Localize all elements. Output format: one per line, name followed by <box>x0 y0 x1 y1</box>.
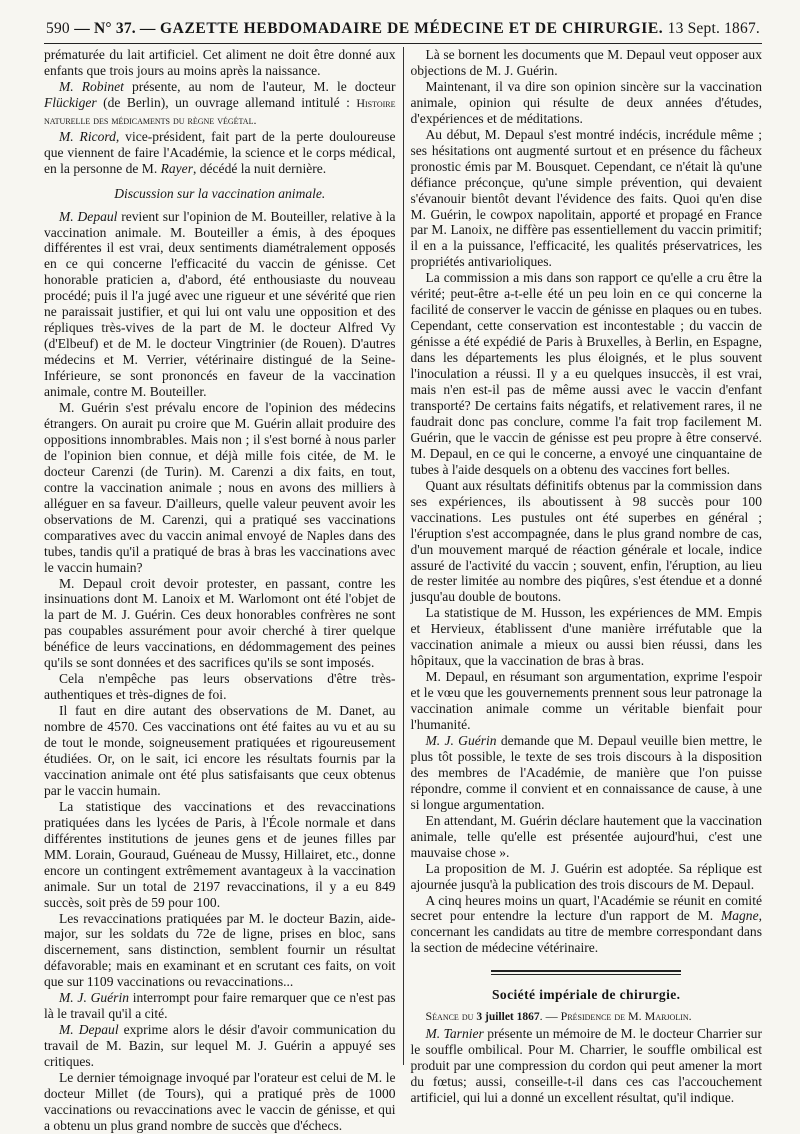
paragraph: La statistique de M. Husson, les expériences de MM. Empis et Hervieux, établissent d'une manière irréfutable que la vaccination animale a mieux ou aussi bien réussi, dans les hôpitaux, que la vaccination de bras à bras. <box>410 605 762 669</box>
paragraph: M. Depaul croit devoir protester, en passant, contre les insinuations dont M. Lanoix et M. Warlomont ont été l'objet de la part de M. J. Guérin. Ces deux honorables confrères ne sont pas coupables assurément pour avoir cherché à tirer quelque bénéfice de leurs vaccinations, en dédommagement des peines qu'ils se sont données et des sacrifices qu'ils se sont imposés. <box>44 575 396 671</box>
paragraph: M. J. Guérin demande que M. Depaul veuille bien mettre, le plus tôt possible, le texte de ses trois discours à la disposition des membres de l'Académie, de manière que l'on puisse répondre, comme il convient et en connaissance de cause, à une si longue argumentation. <box>410 732 762 812</box>
paragraph: Il faut en dire autant des observations de M. Danet, au nombre de 4570. Ces vaccinations ont été faites au vu et au su de tout le monde, soigneusement pratiquées et rigoureusement étudiées. Or, on le sait, ici encore les résultats fournis par la vaccination animale ont été plus satisfaisants que ceux obtenus par le vaccin humain. <box>44 703 396 798</box>
paragraph: Quant aux résultats définitifs obtenus par la commission dans ses expériences, ils aboutissent à 98 succès pour 100 vaccinations. Les pustules ont été superbes en général ; l'éruption s'est accompagnée, dans le plus grand nombre de cas, d'un mouvement marqué de réaction générale et locale, indice assuré de l'activité du vaccin ; souvent, enfin, l'éruption, au lieu de rester limitée au nombre des piqûres, s'est étendue et a donné jusqu'au double de boutons. <box>410 477 762 605</box>
paragraph: Le dernier témoignage invoqué par l'orateur est celui de M. le docteur Millet (de Tours), qui a pratiqué près de 1000 vaccinations ou revaccinations avec le vaccin de génisse, et qui a obtenu un plus grand nombre de succès que d'échecs. <box>44 1070 396 1133</box>
paragraph: M. Depaul, en résumant son argumentation, exprime l'espoir et le vœu que les gouvernements prennent sous leur patronage la vaccination animale comme un véritable bienfait pour l'humanité. <box>410 669 762 733</box>
paragraph: En attendant, M. Guérin déclare hautement que la vaccination animale, telle qu'elle est présentée aujourd'hui, c'est une mauvaise chose ». <box>410 812 762 860</box>
right-column <box>403 47 762 1106</box>
paragraph: A cinq heures moins un quart, l'Académie se réunit en comité secret pour entendre la lecture d'un rapport de M. Magne, concernant les candidats au titre de membre correspondant dans la section de médecine vétérinaire. <box>410 892 762 956</box>
text-columns <box>44 47 762 1133</box>
paragraph: M. J. Guérin interrompt pour faire remarquer que ce n'est pas là le travail qu'il a cité. <box>44 990 396 1022</box>
paragraph: Là se bornent les documents que M. Depaul veut opposer aux objections de M. J. Guérin. <box>410 47 762 78</box>
paragraph: M. Ricord, vice-président, fait part de la perte douloureuse que viennent de faire l'Académie, la science et le corps médical, en la personne de M. Rayer, décédé la nuit dernière. <box>44 128 396 176</box>
society-heading: Société impériale de chirurgie. <box>492 987 681 1003</box>
paragraph: La commission a mis dans son rapport ce qu'elle a cru être la vérité; peut-être a-t-elle été un peu loin en ce qui concerne la facilité de conserver le vaccin de génisse en plaques ou en tubes. Cependant, cette conservation est incontestable ; du vaccin de génisse a été expédié de Paris à Bruxelles, à Berlin, en Espagne, dans les départements les plus éloignés, et le plus souvent l'inoculation a réussi. Il y a eu quelques insuccès, il est vrai, mais n'en est-il pas de même aussi avec le vaccin d'enfant transporté? De certains faits négatifs, et relativement rares, il ne faudrait donc pas conclure, comme l'a fait trop facilement M. Guérin, que le vaccin de génisse est peu propre à être conservé. M. Depaul, en ce qui le concerne, a envoyé une cinquantaine de tubes à l'aide desquels on a obtenu des vaccines fort belles. <box>410 270 762 477</box>
session-line: Séance du 3 juillet 1867. — Présidence de M. Marjolin. <box>425 1009 692 1024</box>
left-column <box>44 47 403 1133</box>
paragraph: M. Depaul exprime alors le désir d'avoir communication du travail de M. Bazin, sur lequel M. J. Guérin a appuyé ses critiques. <box>44 1022 396 1070</box>
issue-date: 13 Sept. 1867. <box>667 20 760 37</box>
paragraph: Au début, M. Depaul s'est montré indécis, incrédule même ; ses hésitations ont augmenté surtout et en présence du fâcheux pronostic émis par M. Bousquet. Cependant, ce n'était là qu'une défiance préconçue, qu'une simple prévention, qui devaient s'évanouir bientôt devant l'évidence des faits. Quoi qu'en dise M. Guérin, le cowpox napolitain, apporté et propagé en France par M. Lanoix, ne diffère pas essentiellement du vaccin primitif; il en a la puissance, l'efficacité, les qualités préservatrices, les propriétés antivarioliques. <box>410 126 762 270</box>
paragraph: Les revaccinations pratiquées par M. le docteur Bazin, aide-major, sur les soldats du 72e de ligne, prises en bloc, sans discernement, sans distinction, semblent fournir un résultat défavorable; mais en examinant et en scrutant ces faits, on voit que sur 1109 vaccinations ou revaccinations... <box>44 910 396 990</box>
issue-number: — N° 37. — <box>74 20 156 37</box>
paragraph: Cela n'empêche pas leurs observations d'être très-authentiques et très-dignes de foi. <box>44 671 396 703</box>
paragraph: M. Robinet présente, au nom de l'auteur, M. le docteur Flückiger (de Berlin), un ouvrage allemand intitulé : Histoire naturelle des médicaments du règne végétal. <box>44 78 396 127</box>
section-divider <box>491 970 681 975</box>
paragraph: M. Depaul revient sur l'opinion de M. Bouteiller, relative à la vaccination animale. M. Bouteiller a émis, à des époques différentes il est vrai, deux sentiments diamétralement opposés en ce qui concerne l'efficacité du vaccin de génisse. Cet honorable praticien a, d'abord, été enthousiaste du nouveau procédé; puis il l'a jugé avec une rigueur et une sévérité que rien ne paraissait justifier, et qui lui ont valu une opposition et des répliques très-vives de la part de M. le docteur Alfred Vy (d'Elbeuf) et de M. le docteur Vingtrinier (de Rouen). D'autres médecins et M. Verrier, vétérinaire distingué de la Seine-Inférieure, se sont prononcés en faveur de la vaccination animale, contre M. Bouteiller. <box>44 208 396 400</box>
paragraph: M. Tarnier présente un mémoire de M. le docteur Charrier sur le souffle ombilical. Pour M. Charrier, le souffle ombilical est produit par une compression du cordon qui peut amener la mort du fœtus; aussi, conseille-t-il dans ces cas l'accouchement artificiel, qui lui a donné un excellent résultat, qu'il indique. <box>410 1026 762 1106</box>
journal-title: GAZETTE HEBDOMADAIRE DE MÉDECINE ET DE CHIRURGIE. <box>160 20 664 37</box>
paragraph: Maintenant, il va dire son opinion sincère sur la vaccination animale, opinion qui résulte de deux années d'études, d'expériences et de méditations. <box>410 78 762 126</box>
paragraph: M. Guérin s'est prévalu encore de l'opinion des médecins étrangers. On aurait pu croire que M. Guérin allait produire des oppositions innombrables. Mais non ; il s'est borné à nous parler de l'opinion bien connue, et déjà mille fois citée, de M. le docteur Carenzi (de Turin). M. Carenzi a dix faits, en tout, contre la vaccination animale ; nous en avons des milliers à alléguer en sa faveur. D'ailleurs, quelle valeur peuvent avoir les observations de M. Carenzi, qui a pratiqué ses vaccinations comparatives avec du vaccin animal envoyé de Naples dans des tubes, tandis qu'il a pratiqué de bras à bras les vaccinations avec le vaccin humain? <box>44 400 396 575</box>
page-number: 590 <box>46 20 70 37</box>
paragraph: La statistique des vaccinations et des revaccinations pratiquées dans les lycées de Paris, à l'École normale et dans différentes institutions de jeunes gens et de jeunes filles par MM. Lorain, Gouraud, Guéneau de Mussy, Hillairet, etc., donne encore un contingent extrêmement avantageux à la vaccination animale. Sur un total de 2197 revaccinations, il y a eu 849 succès, soit près de 59 pour 100. <box>44 798 396 910</box>
paragraph: La proposition de M. J. Guérin est adoptée. Sa réplique est ajournée jusqu'à la publication des trois discours de M. Depaul. <box>410 860 762 892</box>
page-header <box>44 20 762 44</box>
paragraph: prématurée du lait artificiel. Cet aliment ne doit être donné aux enfants que trois jours au moins après la naissance. <box>44 47 396 78</box>
section-subheading: Discussion sur la vaccination animale. <box>114 185 326 201</box>
